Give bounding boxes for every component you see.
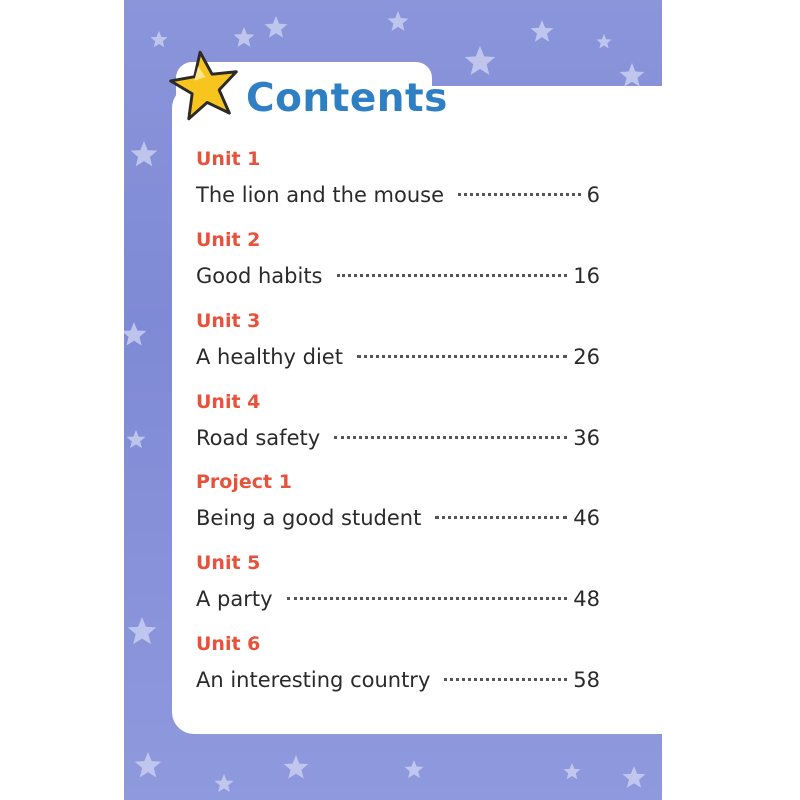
unit-label: Unit 5: [196, 552, 261, 574]
page-title: Contents: [246, 76, 448, 121]
toc-row: [196, 424, 600, 452]
star-icon: [166, 48, 244, 126]
dot-leader: [444, 678, 567, 681]
dot-leader: [337, 274, 568, 277]
toc-row: [196, 585, 600, 613]
toc-entry-unit-6: [196, 632, 600, 694]
background-star-icon: [405, 760, 424, 778]
background-star-icon: [124, 322, 146, 346]
dot-leader: [435, 516, 567, 519]
unit-label: Unit 4: [196, 391, 261, 413]
lesson-title: An interesting country: [196, 668, 431, 692]
page-number: 6: [586, 183, 600, 207]
background-star-icon: [465, 46, 495, 75]
background-star-icon: [150, 31, 167, 47]
toc-row: [196, 666, 600, 694]
dot-leader: [458, 193, 581, 196]
dot-leader: [287, 597, 568, 600]
page-number: 16: [573, 264, 600, 288]
background-star-icon: [234, 27, 255, 47]
background-star-icon: [563, 763, 580, 779]
toc-entry-unit-4: [196, 390, 600, 452]
background-star-icon: [388, 11, 409, 31]
unit-label: Unit 1: [196, 148, 261, 170]
page-number: 58: [573, 668, 600, 692]
background-star-icon: [284, 755, 309, 779]
toc-entry-unit-5: [196, 551, 600, 613]
lesson-title: Being a good student: [196, 506, 422, 530]
page-number: 48: [573, 587, 600, 611]
toc-row: [196, 504, 600, 532]
background-star-icon: [623, 766, 646, 788]
lesson-title: Road safety: [196, 426, 321, 450]
background-star-icon: [135, 752, 162, 777]
background-star-icon: [131, 141, 158, 166]
page-number: 36: [573, 426, 600, 450]
lesson-title: A party: [196, 587, 273, 611]
page-number: 46: [573, 506, 600, 530]
contents-page: [124, 0, 662, 800]
unit-label: Unit 2: [196, 229, 261, 251]
background-star-icon: [128, 617, 157, 644]
background-star-icon: [531, 20, 554, 42]
toc-row: [196, 181, 600, 209]
unit-label: Unit 3: [196, 310, 261, 332]
background-star-icon: [596, 34, 611, 48]
dot-leader: [357, 355, 567, 358]
page-number: 26: [573, 345, 600, 369]
lesson-title: Good habits: [196, 264, 323, 288]
toc-entry-unit-2: [196, 228, 600, 290]
background-star-icon: [127, 430, 146, 448]
dot-leader: [334, 436, 567, 439]
toc-row: [196, 343, 600, 371]
toc-row: [196, 262, 600, 290]
toc-entry-project-1: [196, 470, 600, 532]
unit-label: Unit 6: [196, 633, 261, 655]
toc-entry-unit-3: [196, 309, 600, 371]
background-star-icon: [620, 63, 645, 87]
lesson-title: A healthy diet: [196, 345, 343, 369]
background-star-icon: [265, 16, 288, 38]
lesson-title: The lion and the mouse: [196, 183, 445, 207]
unit-label: Project 1: [196, 471, 292, 493]
toc-entry-unit-1: [196, 147, 600, 209]
background-star-icon: [215, 774, 234, 792]
